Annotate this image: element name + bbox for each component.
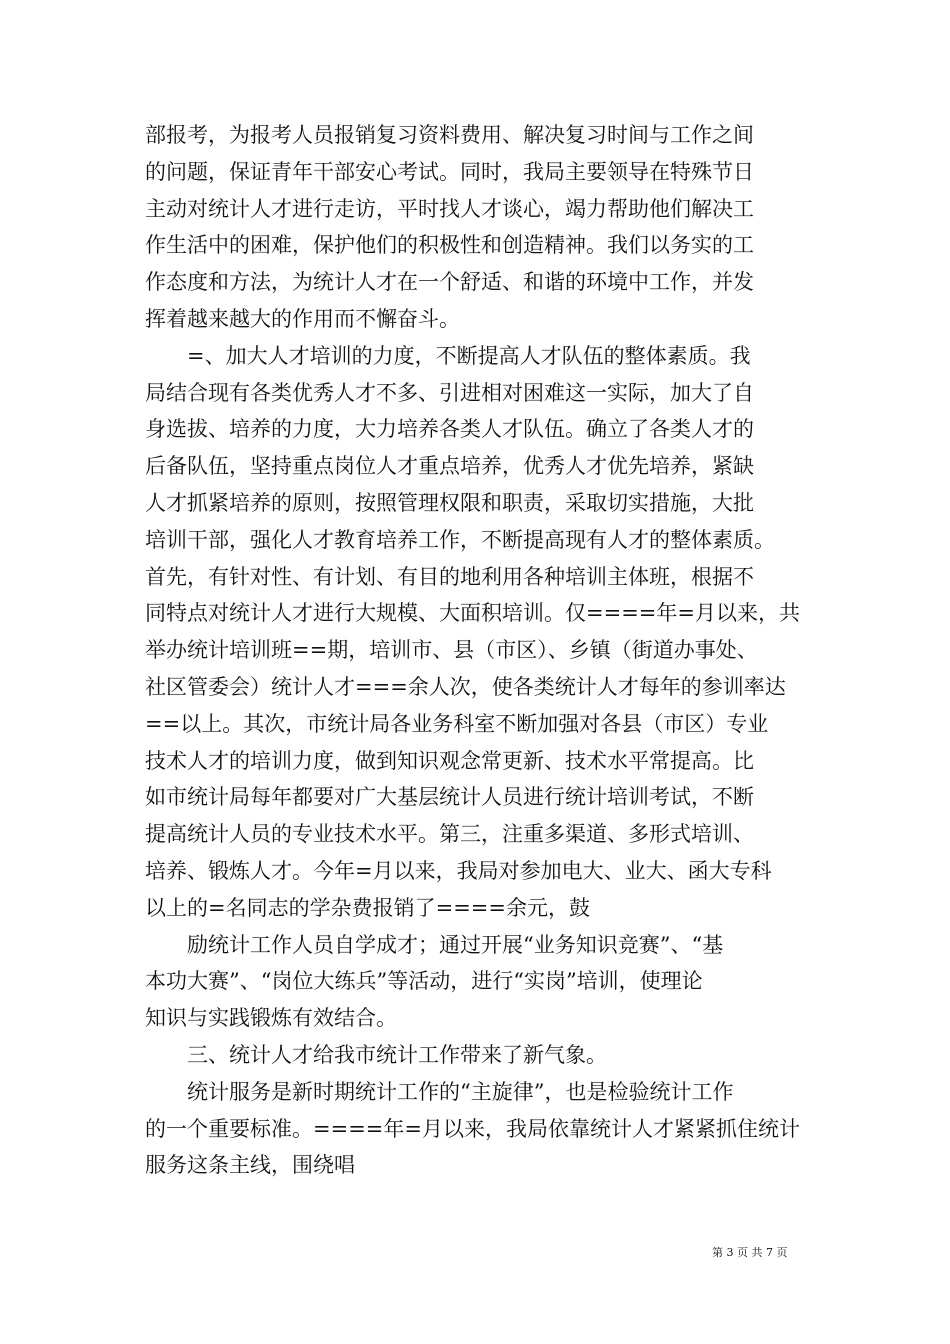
paragraph-start-line: 统计服务是新时期统计工作的“主旋律”，也是检验统计工作: [187, 1079, 734, 1104]
body-line: 服务这条主线，围绕唱: [145, 1153, 355, 1178]
body-line: 社区管委会）统计人才===余人次，使各类统计人才每年的参训率达: [145, 674, 786, 699]
body-line: 人才抓紧培养的原则，按照管理权限和职责，采取切实措施，大批: [145, 490, 754, 515]
body-line: 的问题，保证青年干部安心考试。同时，我局主要领导在特殊节日: [145, 159, 754, 184]
body-line: 作态度和方法，为统计人才在一个舒适、和谐的环境中工作，并发: [145, 270, 754, 295]
body-line: 主动对统计人才进行走访，平时找人才谈心，竭力帮助他们解决工: [145, 196, 754, 221]
body-line: 后备队伍，坚持重点岗位人才重点培养，优秀人才优先培养，紧缺: [145, 454, 754, 479]
body-line: ==以上。其次，市统计局各业务科室不断加强对各县（市区）专业: [145, 711, 769, 736]
body-line: 的一个重要标准。====年=月以来，我局依靠统计人才紧紧抓住统计: [145, 1116, 800, 1141]
body-line: 挥着越来越大的作用而不懈奋斗。: [145, 306, 460, 331]
body-line: 知识与实践锻炼有效结合。: [145, 1006, 397, 1031]
body-line: 首先，有针对性、有计划、有目的地利用各种培训主体班，根据不: [145, 564, 754, 589]
body-line: 举办统计培训班==期，培训市、县（市区）、乡镇（街道办事处、: [145, 638, 758, 663]
section-heading-line: =、加大人才培训的力度，不断提高人才队伍的整体素质。我: [187, 343, 751, 368]
document-body: [145, 117, 810, 1184]
section-heading-line: 三、统计人才给我市统计工作带来了新气象。: [187, 1042, 607, 1067]
body-line: 同特点对统计人才进行大规模、大面积培训。仅====年=月以来，共: [145, 601, 800, 626]
body-line: 以上的=名同志的学杂费报销了====余元，鼓: [145, 895, 590, 920]
body-line: 作生活中的困难，保护他们的积极性和创造精神。我们以务实的工: [145, 233, 754, 258]
body-line: 培训干部，强化人才教育培养工作，不断提高现有人才的整体素质。: [145, 527, 775, 552]
body-line: 技术人才的培训力度，做到知识观念常更新、技术水平常提高。比: [145, 748, 754, 773]
body-line: 局结合现有各类优秀人才不多、引进相对困难这一实际，加大了自: [145, 380, 754, 405]
body-line: 部报考，为报考人员报销复习资料费用、解决复习时间与工作之间: [145, 123, 754, 147]
body-line: 提高统计人员的专业技术水平。第三，注重多渠道、多形式培训、: [145, 822, 754, 847]
body-line: 身选拔、培养的力度，大力培养各类人才队伍。确立了各类人才的: [145, 417, 754, 442]
body-line: 培养、锻炼人才。今年=月以来，我局对参加电大、业大、函大专科: [145, 858, 772, 883]
page-number: 第 3 页 共 7 页: [712, 1246, 788, 1259]
paragraph-start-line: 励统计工作人员自学成才；通过开展“业务知识竞赛”、“基: [187, 932, 724, 957]
body-line: 如市统计局每年都要对广大基层统计人员进行统计培训考试，不断: [145, 785, 754, 810]
body-line: 本功大赛”、“岗位大练兵”等活动，进行“实岗”培训，使理论: [145, 969, 703, 994]
